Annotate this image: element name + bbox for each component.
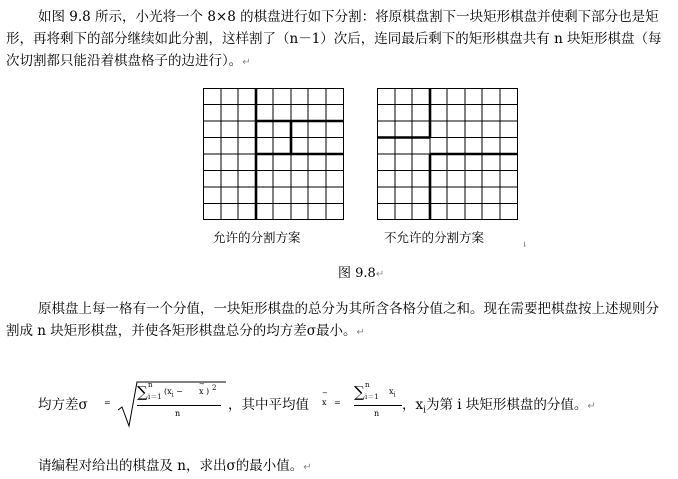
text-cursor-icon bbox=[524, 236, 526, 252]
sum-lower: i＝1 bbox=[148, 393, 162, 401]
mean-term: $x_i$ bbox=[389, 387, 396, 399]
paragraph-mark-icon: ↵ bbox=[587, 401, 596, 412]
term-open: ($x_i$ − bbox=[164, 387, 183, 399]
paragraph-mark-icon: ↵ bbox=[356, 327, 365, 338]
xbar: x bbox=[199, 387, 204, 396]
allowed-split-board bbox=[203, 88, 345, 222]
fraction-bar bbox=[137, 405, 221, 406]
disallowed-caption: 不允许的分割方案 bbox=[384, 230, 485, 245]
formula-lead: 均方差σ bbox=[38, 397, 88, 413]
formula-mid: ，其中平均值 bbox=[228, 397, 309, 413]
paragraph-mark-icon: ↵ bbox=[303, 462, 312, 473]
mean-var: x bbox=[322, 398, 327, 407]
formula-tail: ，$x_i$为第 i 块矩形棋盘的分值。↵ bbox=[402, 397, 596, 416]
task-text: 请编程对给出的棋盘及 n，求出σ的最小值。 bbox=[38, 458, 304, 474]
figure-label: 图 9.8↵ bbox=[338, 266, 385, 281]
paragraph-mark-icon: ↵ bbox=[242, 57, 251, 68]
mean-sum-lower: i＝1 bbox=[365, 393, 379, 401]
denominator: n bbox=[175, 409, 181, 418]
task-paragraph bbox=[6, 455, 672, 479]
mean-sum-sign: ∑ bbox=[354, 383, 365, 401]
intro-paragraph bbox=[6, 6, 672, 74]
mean-eq: = bbox=[334, 398, 341, 407]
disallowed-split-board bbox=[377, 88, 519, 222]
sum-upper: n bbox=[148, 381, 153, 389]
mean-denominator: n bbox=[374, 409, 380, 418]
allowed-caption: 允许的分割方案 bbox=[213, 230, 301, 245]
allowed-cut-lines bbox=[256, 88, 344, 220]
scoring-text: 原棋盘上每一格有一个分值，一块矩形棋盘的总分为其所含各格分值之和。现在需要把棋盘按上述规则分割成 n 块矩形棋盘，并使各矩形棋盘总分的均方差σ最小。 bbox=[6, 301, 659, 339]
variance-formula bbox=[38, 380, 638, 430]
mean-sum-upper: n bbox=[365, 381, 370, 389]
formula-eq: = bbox=[104, 398, 111, 407]
mean-bar: − bbox=[322, 389, 328, 397]
mean-fraction-bar bbox=[354, 405, 402, 406]
term-square: 2 bbox=[212, 384, 217, 392]
xbar-bar: − bbox=[199, 380, 205, 388]
term-close: ) bbox=[206, 387, 210, 396]
sum-sign: ∑ bbox=[137, 383, 148, 401]
intro-text: 如图 9.8 所示，小光将一个 8×8 的棋盘进行如下分割：将原棋盘割下一块矩形棋盘并使剩下部分也是矩形，再将剩下的部分继续如此分割，这样割了（n－1）次后，连同最后剩下的矩形棋盘共有 n 块矩形棋盘（每次切割都只能沿着棋盘格子的边进行）。 bbox=[6, 9, 662, 69]
scoring-paragraph bbox=[6, 298, 672, 344]
paragraph-mark-icon: ↵ bbox=[375, 269, 385, 280]
